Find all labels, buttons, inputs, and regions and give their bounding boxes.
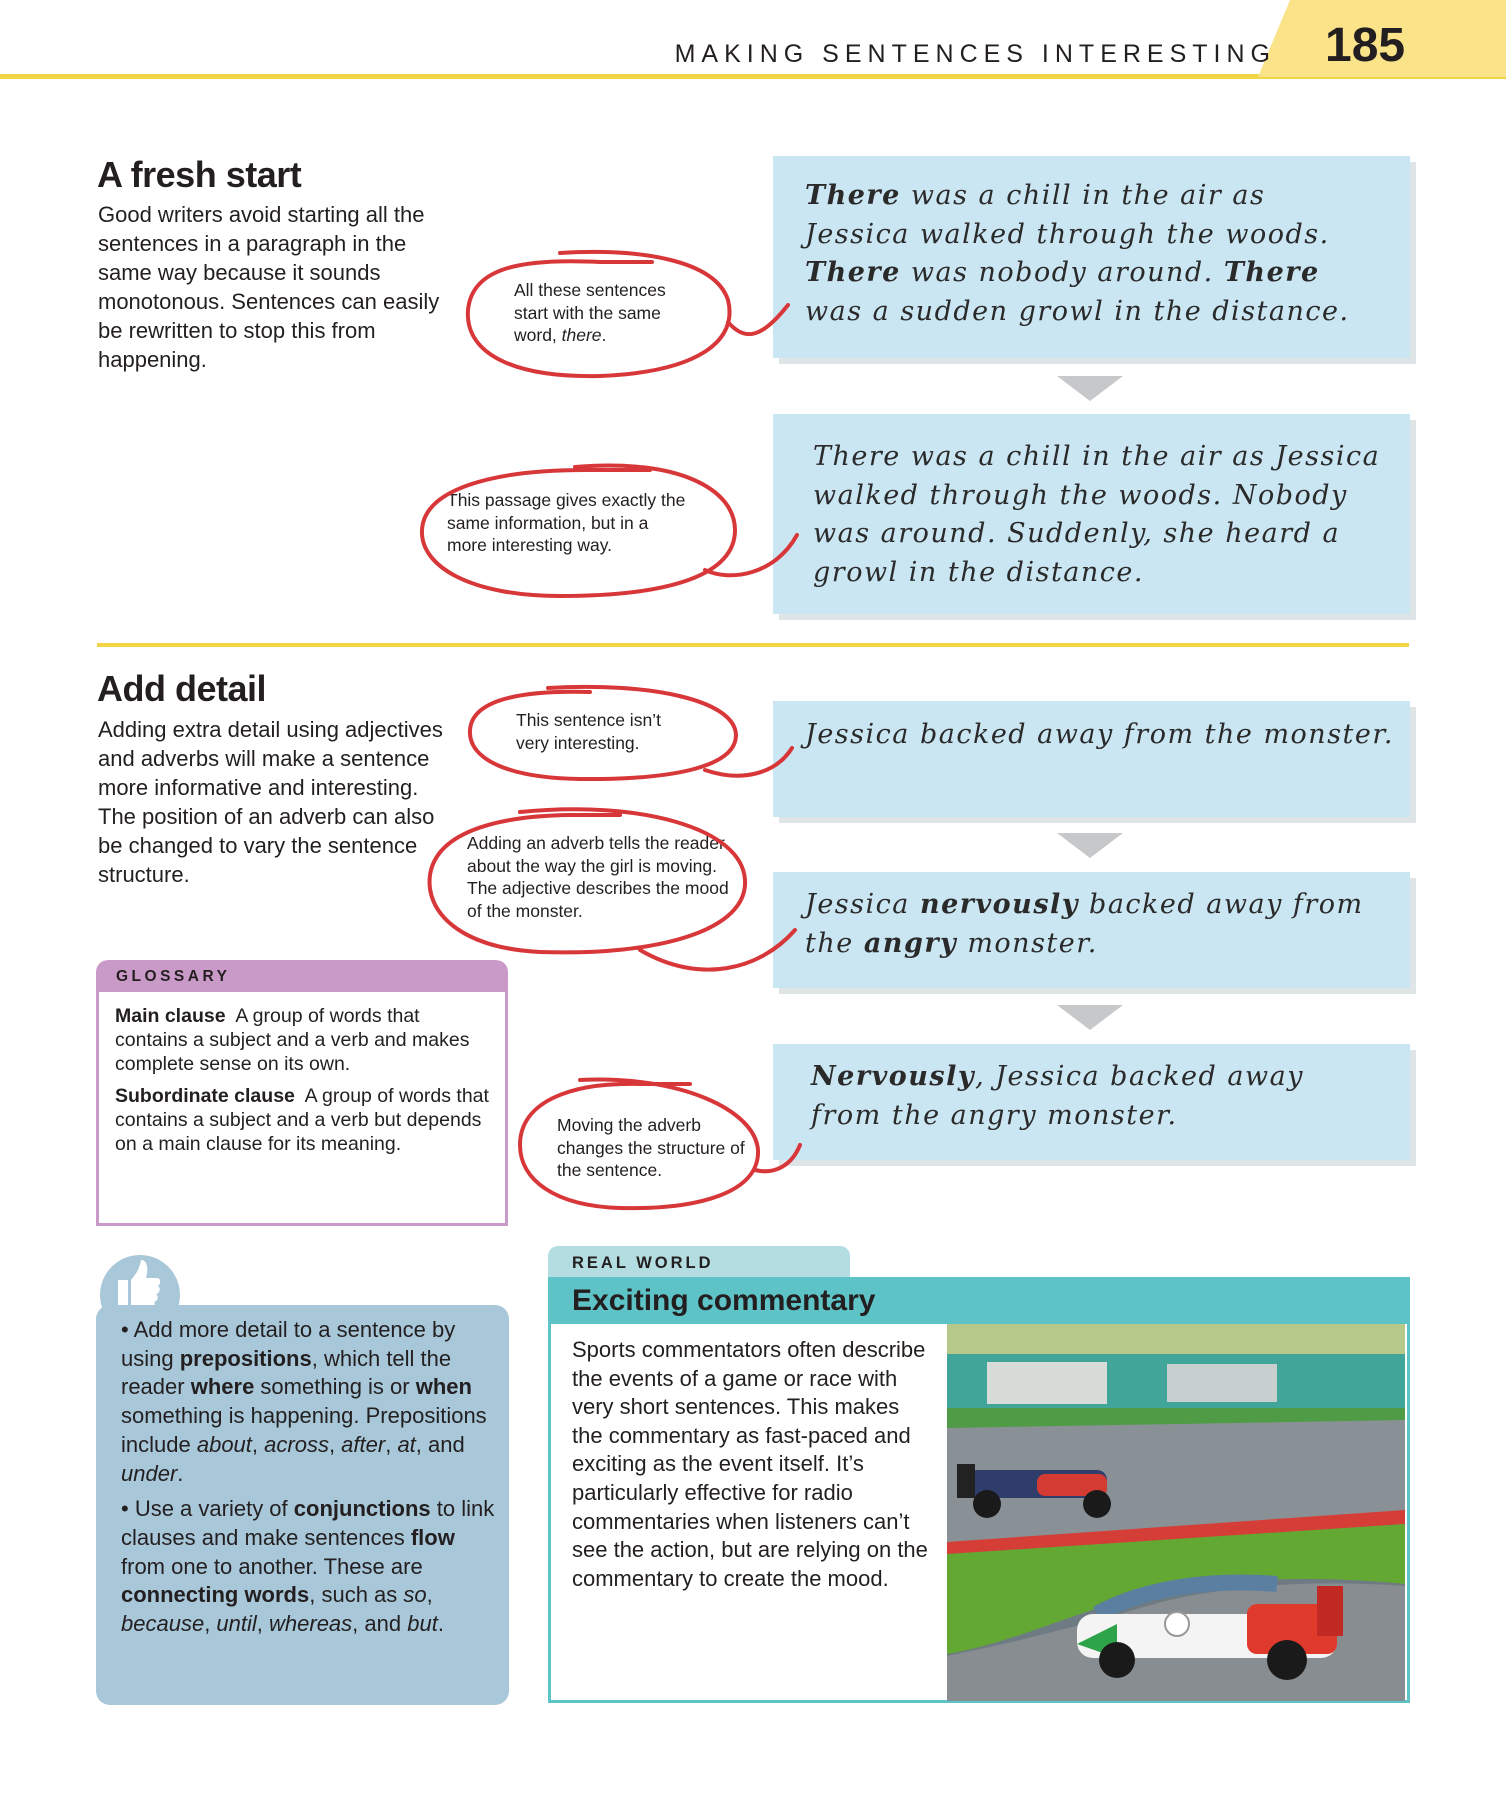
- callout-adverb-adjective: Adding an adverb tells the reader about the way the girl is moving. The adjective describes the mood of the monster.: [467, 833, 729, 921]
- sentence-box-repetitive: [773, 156, 1410, 358]
- sentence-box-rewritten: [773, 414, 1410, 614]
- add-detail-body: Adding extra detail using adjectives and adverbs will make a sentence more informative and interesting. The position of an adverb can also be changed to vary the sentence structure.: [98, 717, 443, 887]
- real-world-tab: REAL WORLD: [548, 1246, 850, 1279]
- race-car-photo: [947, 1324, 1405, 1701]
- callout-moving-adverb: Moving the adverb changes the structure of the sentence.: [557, 1115, 745, 1180]
- sentence-text-repetitive: There was a chill in the air as Jessica walked through the woods. There was nobody around. There was a sudden growl in the distance.: [805, 180, 1350, 327]
- real-world-body: Sports commentators often describe the events of a game or race with very short sentences. This makes the commentary as fast-paced and exciting as the event itself. It’s particularly effective for radio commentaries when listeners can’t see the action, but are relying on the commentary to create the mood.: [572, 1337, 928, 1591]
- arrow-down-icon: [1057, 376, 1123, 401]
- page-number: 185: [1325, 19, 1406, 72]
- glossary-entry: Subordinate clause A group of words that contains a subject and a verb but depends on a main clause for its meaning.: [115, 1085, 489, 1155]
- running-head: MAKING SENTENCES INTERESTING: [674, 40, 1276, 68]
- sentence-text-adverb: Jessica nervously backed away from the angry monster.: [805, 889, 1364, 959]
- tip-conjunctions: • Use a variety of conjunctions to link clauses and make sentences flow from one to another. These are connecting words, such as so, because, until, whereas, and but.: [121, 1496, 495, 1637]
- section-title-fresh-start: A fresh start: [97, 154, 302, 195]
- callout-not-interesting: This sentence isn’t very interesting.: [516, 710, 661, 753]
- sentence-text-plain: Jessica backed away from the monster.: [805, 719, 1394, 750]
- tips-text: [121, 1316, 499, 1646]
- sentence-box-moved-adverb: [773, 1044, 1410, 1160]
- sentence-text-rewritten: There was a chill in the air as Jessica walked through the woods. Nobody was around. Suddenly, she heard a growl in the distance.: [813, 441, 1381, 588]
- section-title-add-detail: Add detail: [97, 668, 267, 709]
- arrow-down-icon: [1057, 833, 1123, 858]
- glossary-box: [96, 960, 508, 1226]
- fresh-start-body: Good writers avoid starting all the sentences in a paragraph in the same way because it sounds monotonous. Sentences can easily be rewritten to stop this from happening.: [98, 202, 440, 372]
- sentence-box-plain: [773, 701, 1410, 817]
- glossary-entry: Main clause A group of words that contains a subject and a verb and makes complete sense on its own.: [115, 1005, 470, 1075]
- sentence-text-moved-adverb: Nervously, Jessica backed away from the angry monster.: [811, 1061, 1304, 1131]
- sentence-box-adverb: [773, 872, 1410, 988]
- arrow-down-icon: [1057, 1005, 1123, 1030]
- thumbs-up-icon: [114, 1258, 162, 1310]
- tip-prepositions: • Add more detail to a sentence by using prepositions, which tell the reader where something is or when something is happening. Prepositions include about, across, after, at, and under.: [121, 1317, 487, 1486]
- section-divider: [97, 643, 1409, 647]
- callout-more-interesting: This passage gives exactly the same information, but in a more interesting way.: [447, 490, 686, 555]
- callout-same-word: All these sentences start with the same word, there.: [514, 280, 666, 345]
- real-world-title: Exciting commentary: [548, 1277, 1410, 1324]
- glossary-heading: GLOSSARY: [99, 960, 505, 992]
